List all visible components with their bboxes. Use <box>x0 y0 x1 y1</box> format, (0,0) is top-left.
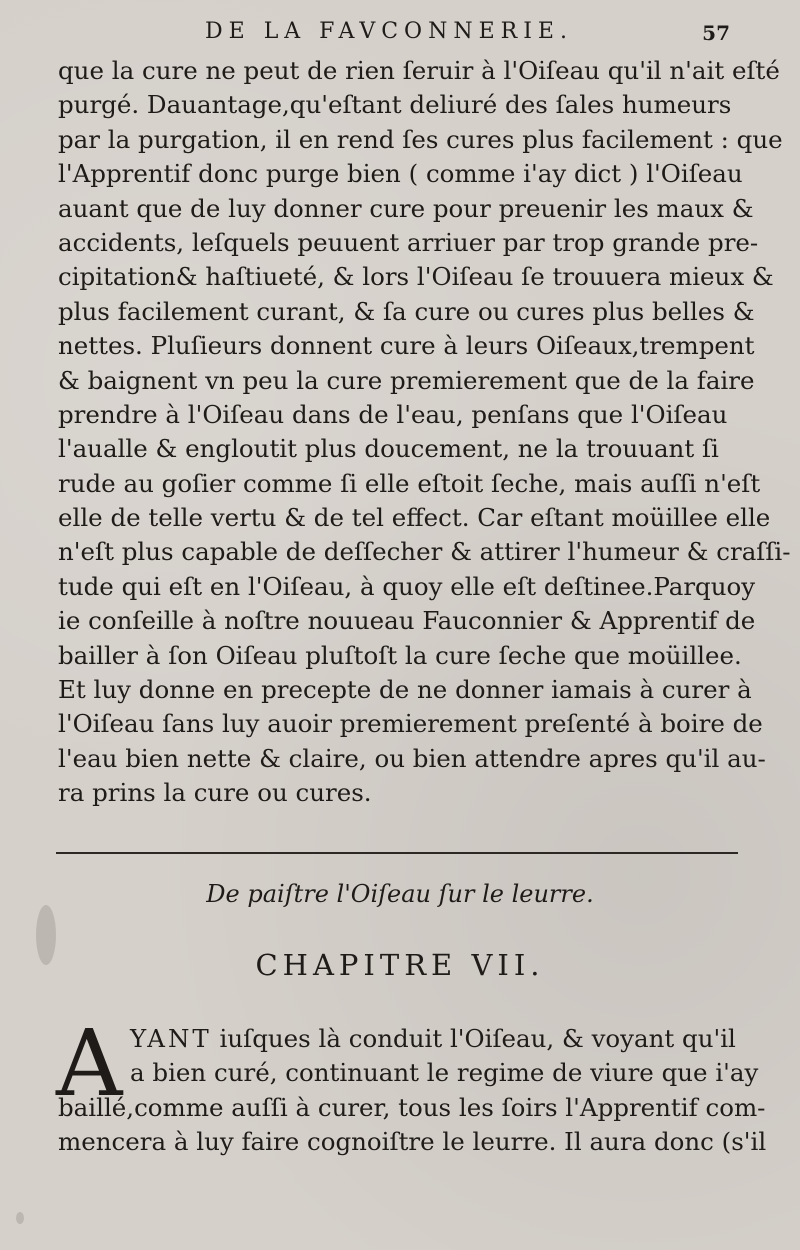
chapter-heading: CHAPITRE VII. <box>255 948 545 982</box>
chapter-text <box>58 1091 767 1160</box>
text-line: a bien curé, continuant le regime de viure que i'ay <box>130 1058 759 1088</box>
text-line: accidents, leſquels peuuent arriuer par trop grande pre- <box>58 227 759 257</box>
text-line: plus facilement curant, & ſa cure ou cures plus belles & <box>58 296 755 326</box>
text-line: l'Apprentif donc purge bien ( comme i'ay dict ) l'Oiſeau <box>58 159 743 189</box>
text-line: l'eau bien nette & claire, ou bien attendre apres qu'il au- <box>58 743 766 773</box>
running-head <box>60 19 740 49</box>
first-word: YANT <box>130 1024 212 1053</box>
running-title: DE LA FAVCONNERIE. <box>205 19 573 44</box>
text-line: prendre à l'Oiſeau dans de l'eau, penſans que l'Oiſeau <box>58 399 728 429</box>
text-line: nettes. Pluſieurs donnent cure à leurs Oiſeaux,trempent <box>58 331 755 361</box>
text-line: l'Oiſeau ſans luy auoir premierement preſenté à boire de <box>58 709 763 739</box>
text-line: rude au goſier comme ſi elle eſtoit ſeche, mais auſſi n'eſt <box>58 468 761 498</box>
text-line: cipitation& haſtiueté, & lors l'Oiſeau ſe trouuera mieux & <box>58 262 774 292</box>
page-number: 57 <box>702 21 730 45</box>
chapter-opening-lines <box>130 1022 759 1091</box>
text-line: elle de telle vertu & de tel effect. Car eſtant moüillee elle <box>58 503 771 533</box>
section-title: De paiſtre l'Oiſeau ſur le leurre. <box>206 880 594 908</box>
ink-smudge <box>16 1212 24 1224</box>
text-line: par la purgation, il en rend ſes cures plus facilement : que <box>58 124 783 154</box>
text-line: n'eſt plus capable de deſſecher & attirer l'humeur & craſſi- <box>58 537 791 567</box>
text-line: Et luy donne en precepte de ne donner iamais à curer à <box>58 675 752 705</box>
section-divider <box>56 852 738 854</box>
drop-cap: A <box>56 1010 123 1117</box>
text-line: purgé. Dauantage,qu'eſtant deliuré des ſales humeurs <box>58 90 732 120</box>
text-line: ra prins la cure ou cures. <box>58 778 372 808</box>
text-line: l'aualle & engloutit plus doucement, ne la trouuant ſi <box>58 434 719 464</box>
text-line <box>130 1022 740 1056</box>
text-line: que la cure ne peut de rien ſeruir à l'Oiſeau qu'il n'ait eſté <box>58 56 780 85</box>
text-line: bailler à ſon Oiſeau pluſtoſt la cure ſeche que moüillee. <box>58 640 742 670</box>
text-line: mencera à luy faire cognoiſtre le leurre. Il aura donc (s'il <box>58 1127 767 1157</box>
text-line: & baignent vn peu la cure premierement que de la faire <box>58 365 755 395</box>
text-line: ie conſeille à noſtre nouueau Fauconnier & Apprentif de <box>58 606 756 636</box>
text-line: baillé,comme auſſi à curer, tous les ſoirs l'Apprentif com- <box>58 1093 766 1122</box>
body-text <box>58 54 791 811</box>
text-line: tude qui eſt en l'Oiſeau, à quoy elle eſt deſtinee.Parquoy <box>58 571 756 601</box>
line-remainder: iuſques là conduit l'Oiſeau, & voyant qu'il <box>211 1024 736 1053</box>
text-line: auant que de luy donner cure pour preuenir les maux & <box>58 193 754 223</box>
